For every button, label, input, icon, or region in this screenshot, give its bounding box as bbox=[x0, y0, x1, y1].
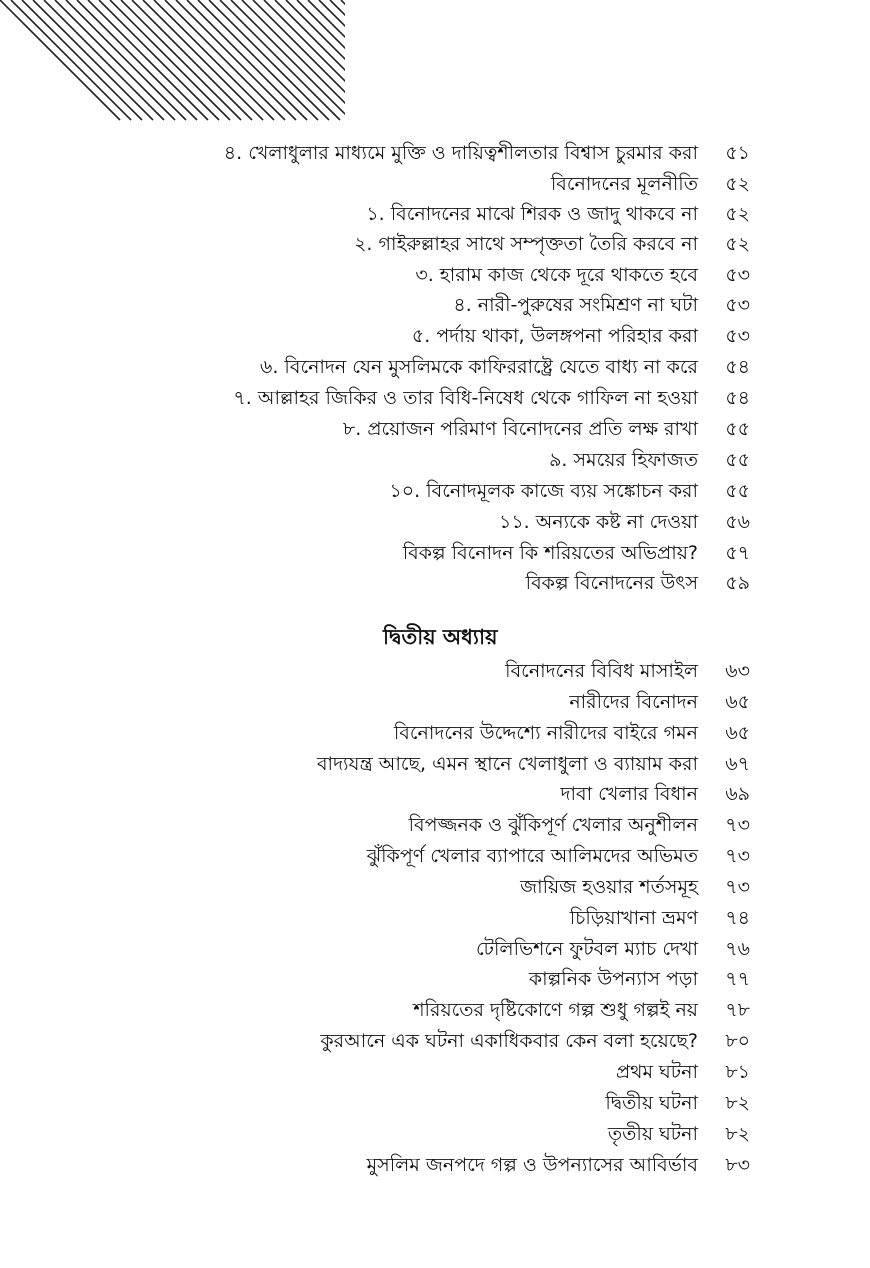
toc-entry-title: নারীদের বিনোদন bbox=[569, 691, 698, 713]
toc-entry-page: ৫৩ bbox=[725, 294, 750, 316]
toc-entry-title: ১. বিনোদনের মাঝে শিরক ও জাদু থাকবে না bbox=[366, 203, 698, 225]
toc-entry bbox=[551, 169, 750, 199]
toc-entry-page: ৫২ bbox=[725, 173, 750, 195]
toc-entry bbox=[526, 568, 750, 598]
stripe-line bbox=[77, 0, 197, 120]
toc-entry bbox=[389, 476, 750, 506]
toc-entry-page: ৫৪ bbox=[725, 356, 750, 378]
stripe-line bbox=[198, 0, 318, 120]
toc-entry bbox=[394, 718, 750, 748]
toc-entry bbox=[453, 290, 750, 320]
stripe-line bbox=[121, 0, 241, 120]
stripe-line bbox=[143, 0, 263, 120]
toc-entry-page: ৬৯ bbox=[725, 783, 750, 805]
toc-entry-page: ৮১ bbox=[725, 1061, 750, 1083]
toc-entry-title: কুরআনে এক ঘটনা একাধিকবার কেন বলা হয়েছে? bbox=[320, 1030, 698, 1052]
stripe-line bbox=[99, 0, 219, 120]
stripe-line bbox=[22, 0, 142, 120]
toc-entry-page: ৬৫ bbox=[725, 722, 750, 744]
stripe-line bbox=[0, 0, 120, 120]
toc-entry-page: ৫১ bbox=[725, 142, 750, 164]
toc-entry bbox=[354, 229, 750, 259]
toc-entry-page: ৭৪ bbox=[725, 907, 750, 929]
toc-entry bbox=[409, 810, 750, 840]
toc-entry bbox=[260, 352, 750, 382]
stripe-line bbox=[165, 0, 285, 120]
toc-entry-title: টেলিভিশনে ফুটবল ম্যাচ দেখা bbox=[475, 938, 698, 960]
toc-entry-page: ৫৩ bbox=[725, 264, 750, 286]
toc-entry bbox=[403, 538, 750, 568]
toc-entry-page: ৬৭ bbox=[725, 753, 750, 775]
toc-entry-title: জায়িজ হওয়ার শর্তসমূহ bbox=[520, 876, 698, 898]
toc-entry-page: ৮৩ bbox=[725, 1154, 750, 1176]
toc-entry-page: ৭৮ bbox=[725, 999, 750, 1021]
toc-entry bbox=[549, 445, 750, 475]
toc-entry-title: ২. গাইরুল্লাহর সাথে সম্পৃক্ততা তৈরি করবে না bbox=[354, 233, 698, 255]
toc-entry-page: ৬৩ bbox=[725, 660, 750, 682]
toc-entry-page: ৭৩ bbox=[725, 845, 750, 867]
toc-entry-title: বিনোদনের উদ্দেশ্যে নারীদের বাইরে গমন bbox=[393, 722, 698, 744]
stripe-line bbox=[132, 0, 252, 120]
toc-entry-page: ৫৫ bbox=[725, 480, 750, 502]
toc-entry bbox=[366, 199, 750, 229]
toc-entry bbox=[605, 1088, 750, 1118]
toc-entry bbox=[367, 1150, 750, 1180]
stripe-line bbox=[110, 0, 230, 120]
toc-entry-title: বিকল্প বিনোদন কি শরিয়তের অভিপ্রায়? bbox=[402, 542, 698, 564]
toc-entry-page: ৮০ bbox=[725, 1030, 750, 1052]
stripe-line bbox=[55, 0, 175, 120]
toc-entry-page: ৫৪ bbox=[725, 387, 750, 409]
toc-entry bbox=[413, 995, 750, 1025]
toc-entry-title: ৬. বিনোদন যেন মুসলিমকে কাফিররাষ্ট্রে যেতে বাধ্য না করে bbox=[260, 356, 698, 378]
toc-entry-title: কাল্পনিক উপন্যাস পড়া bbox=[528, 968, 698, 990]
diagonal-stripes-decoration bbox=[0, 0, 345, 122]
toc-entry bbox=[616, 1057, 750, 1087]
toc-entry-title: দ্বিতীয় ঘটনা bbox=[605, 1092, 698, 1114]
toc-entry-title: চিড়িয়াখানা ভ্রমণ bbox=[569, 907, 698, 929]
toc-entry bbox=[520, 872, 750, 902]
toc-entry-page: ৫৫ bbox=[725, 418, 750, 440]
toc-entry-title: ৩. হারাম কাজ থেকে দূরে থাকতে হবে bbox=[415, 264, 698, 286]
stripe-line bbox=[66, 0, 186, 120]
toc-entry-page: ৭৬ bbox=[725, 938, 750, 960]
toc-entry-title: বাদ্যযন্ত্র আছে, এমন স্থানে খেলাধুলা ও ব্যায়াম করা bbox=[316, 753, 698, 775]
stripe-line bbox=[187, 0, 307, 120]
toc-entry-title: ৭. আল্লাহর জিকির ও তার বিধি-নিষেধ থেকে গাফিল না হওয়া bbox=[233, 387, 698, 409]
toc-entry-page: ৫৫ bbox=[725, 449, 750, 471]
toc-entry bbox=[233, 383, 750, 413]
stripe-line bbox=[88, 0, 208, 120]
toc-entry bbox=[412, 321, 750, 351]
toc-entry-title: মুসলিম জনপদে গল্প ও উপন্যাসের আবির্ভাব bbox=[366, 1154, 698, 1176]
toc-entry bbox=[317, 749, 750, 779]
toc-entry bbox=[499, 507, 750, 537]
toc-entry-title: বিপজ্জনক ও ঝুঁকিপূর্ণ খেলার অনুশীলন bbox=[408, 814, 698, 836]
toc-entry-page: ৫২ bbox=[725, 203, 750, 225]
toc-entry-title: তৃতীয় ঘটনা bbox=[607, 1123, 698, 1145]
stripe-line bbox=[176, 0, 296, 120]
toc-entry-page: ৫৩ bbox=[725, 325, 750, 347]
toc-entry bbox=[570, 903, 750, 933]
toc-entry-title: বিনোদনের বিবিধ মাসাইল bbox=[505, 660, 698, 682]
toc-entry bbox=[529, 964, 750, 994]
toc-entry bbox=[569, 687, 750, 717]
toc-entry-page: ৫৬ bbox=[725, 511, 750, 533]
toc-entry-page: ৭৩ bbox=[725, 876, 750, 898]
toc-entry-title: ঝুঁকিপূর্ণ খেলার ব্যাপারে আলিমদের অভিমত bbox=[366, 845, 698, 867]
stripe-line bbox=[44, 0, 164, 120]
toc-entry-page: ৮২ bbox=[725, 1123, 750, 1145]
toc-entry-title: বিনোদনের মূলনীতি bbox=[550, 173, 698, 195]
stripe-line bbox=[11, 0, 131, 120]
chapter-heading: দ্বিতীয় অধ্যায় bbox=[383, 625, 498, 649]
toc-entry-page: ৮২ bbox=[725, 1092, 750, 1114]
toc-entry-title: দাবা খেলার বিধান bbox=[560, 783, 698, 805]
toc-entry bbox=[343, 414, 750, 444]
toc-entry-title: প্রথম ঘটনা bbox=[615, 1061, 698, 1083]
toc-entry-page: ৫৯ bbox=[725, 572, 750, 594]
toc-entry bbox=[476, 934, 750, 964]
toc-entry bbox=[367, 841, 750, 871]
toc-entry-page: ৫৭ bbox=[725, 542, 750, 564]
toc-entry bbox=[561, 779, 750, 809]
toc-entry-page: ৭৩ bbox=[725, 814, 750, 836]
toc-entry-title: ১১. অন্যকে কষ্ট না দেওয়া bbox=[499, 511, 698, 533]
toc-entry-page: ৫২ bbox=[725, 233, 750, 255]
toc-entry-title: ৪. নারী-পুরুষের সংমিশ্রণ না ঘটা bbox=[453, 294, 698, 316]
toc-entry bbox=[320, 1026, 750, 1056]
stripe-line bbox=[33, 0, 153, 120]
toc-entry bbox=[415, 260, 750, 290]
toc-entry-page: ৭৭ bbox=[725, 968, 750, 990]
toc-entry-title: বিকল্প বিনোদনের উৎস bbox=[525, 572, 698, 594]
stripe-line bbox=[154, 0, 274, 120]
toc-entry bbox=[608, 1119, 750, 1149]
toc-entry-title: ৪. খেলাধুলার মাধ্যমে মুক্তি ও দায়িত্বশীলতার বিশ্বাস চুরমার করা bbox=[223, 142, 698, 164]
toc-entry-page: ৬৫ bbox=[725, 691, 750, 713]
toc-entry bbox=[505, 656, 750, 686]
toc-entry bbox=[224, 138, 750, 168]
toc-entry-title: ১০. বিনোদমূলক কাজে ব্যয় সঙ্কোচন করা bbox=[389, 480, 698, 502]
toc-entry-title: ৯. সময়ের হিফাজত bbox=[549, 449, 698, 471]
toc-entry-title: ৫. পর্দায় থাকা, উলঙ্গপনা পরিহার করা bbox=[411, 325, 698, 347]
toc-entry-title: শরিয়তের দৃষ্টিকোণে গল্প শুধু গল্পই নয় bbox=[413, 999, 698, 1021]
stripe-line bbox=[209, 0, 329, 120]
toc-entry-title: ৮. প্রয়োজন পরিমাণ বিনোদনের প্রতি লক্ষ রাখা bbox=[342, 418, 698, 440]
stripe-line bbox=[220, 0, 340, 120]
